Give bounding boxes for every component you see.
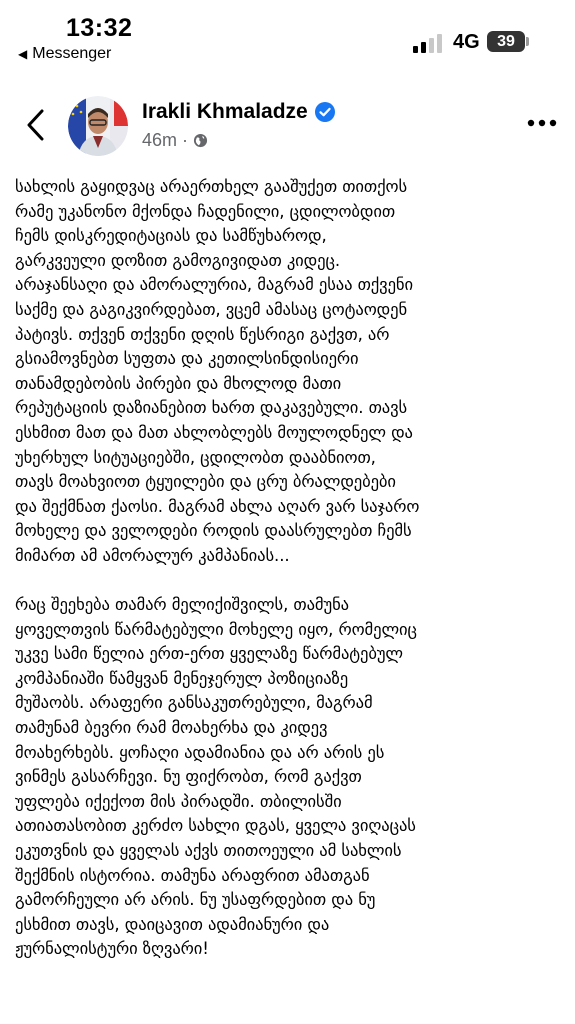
more-dots-icon[interactable] xyxy=(527,117,557,129)
post-body xyxy=(15,175,563,962)
post-paragraph-2: რაც შეეხება თამარ მელიქიშვილს, თამუნა ყოველთვის წარმატებული მოხელე იყო, რომელიც უკვე სამი წელია ერთ-ერთ ყველაზე წარმატებულ კომპანიაში წამყვან მენეჯერულ პოზიციაზე მუშაობს. არაფერი განსაკუთრებული, მაგრამ თამუნამ ბევრი რამ მოახერხა და კიდევ მოახერხებს. ყოჩაღი ადამიანია და არ არის ეს ვინმეს გასარჩევი. ნუ ფიქრობთ, რომ გაქვთ უფლება იქექოთ მის პირადში. თბილისში ათიათასობით კერძო სახლი დგას, ყველა ვიღაცას ეკუთვნის და ყველას აქვს თითოეული ამ სახლის შექმნის ისტორია. თამუნა არაფრით ამათგან გამორჩეული არ არის. ნუ უსაფრდებით და ნუ ესხმით თავს, დაიცავით ადამიანური და ჟურნალისტური ზღვარი! xyxy=(15,595,417,959)
paragraph-gap xyxy=(15,569,563,594)
status-time: 13:32 xyxy=(66,14,133,42)
back-triangle-icon: ◀ xyxy=(18,47,28,61)
post-time[interactable]: 46m xyxy=(142,130,178,150)
back-app-label: Messenger xyxy=(32,45,112,62)
post-paragraph-1: სახლის გაყიდვაც არაერთხელ გააშუქეთ თითქოს რამე უკანონო მქონდა ჩადენილი, ცდილობდით ჩემს დისკრედიტაციას და სამწუხაროდ, გარკვეული დოზით გამოგივიდათ კიდეც. არაჯანსაღი და ამორალურია, მაგრამ ესაა თქვენი საქმე და გაგიკვირდებათ, ვცემ ამასაც ცოტაოდენ პატივს. თქვენ თქვენი დღის წესრიგი გაქვთ, არ გსიამოვნებთ სუფთა და კეთილსინდისიერი თანამდებობის პირები და მხოლოდ მათი რეპუტაციის დაზიანებით ხართ დაკავებული. თავს ესხმით მათ და მათ ახლობლებს მოულოდნელ და უხერხულ სიტუაციებში, ცდილობთ დააბნიოთ, თავს მოახვიოთ ტყუილები და ცრუ ბრალდებები და შექმნათ ქაოსი. მაგრამ ახლა აღარ ვარ საჯარო მოხელე და ველოდები როდის დაასრულებთ ჩემს მიმართ ამ ამორალურ კამპანიას... xyxy=(15,177,420,565)
avatar[interactable] xyxy=(68,96,128,156)
post-header xyxy=(0,84,575,164)
author-row xyxy=(142,100,335,124)
signal-bars-icon xyxy=(413,33,445,53)
author-name[interactable]: Irakli Khmaladze xyxy=(142,100,308,123)
verified-badge-icon xyxy=(315,102,335,122)
meta-separator: · xyxy=(182,130,189,150)
globe-icon xyxy=(193,133,208,148)
network-type: 4G xyxy=(453,31,480,53)
back-to-messenger-link[interactable] xyxy=(18,45,111,63)
battery-tip xyxy=(526,37,529,46)
status-bar xyxy=(0,0,575,72)
battery-icon: 39 xyxy=(487,31,525,52)
back-chevron-icon[interactable] xyxy=(22,108,52,142)
post-meta xyxy=(142,130,208,151)
